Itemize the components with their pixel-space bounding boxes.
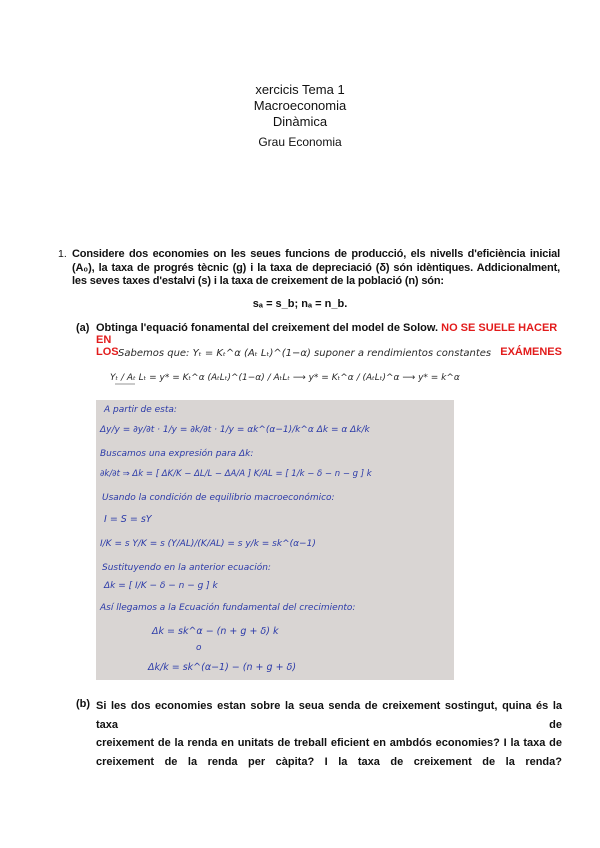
question-equation: sₐ = s_b; nₐ = n_b. [252,298,348,310]
photo-line-1: A partir de esta: [104,405,177,415]
part-b-label: (b) [76,698,91,710]
question-text: Considere dos economies on les seues funcions de producció, els nivells d'eficiència inicial (A₀), la taxa de progrés tècnic (g) i la taxa de depreciació (δ) són idèntiques. Addicionalment, les seves taxes d'estalvi (s) i la taxa de creixement de la població (n) són: [72,248,560,287]
part-a-question: Obtinga l'equació fonamental del creixement del model de Solow. [96,322,439,334]
handwritten-notes-photo [96,400,454,680]
photo-line-7: I/K = s Y/K = s (Y/AL)/(K/AL) = s y/k = sk^(α−1) [100,539,316,549]
photo-line-5: Usando la condición de equilibrio macroeconómico: [102,493,335,503]
part-a-note-right: EXÁMENES [500,346,562,358]
doc-title-line2: Macroeconomia [253,98,347,113]
part-a-note: NO SE SUELE HACER EN [96,322,558,346]
photo-handwriting [96,400,454,680]
photo-line-2: Δy/y = ∂y/∂t · 1/y = ∂k/∂t · 1/y = αk^(α−1)/k^α Δk = α Δk/k [100,425,370,435]
part-b-line1: Si les dos economies estan sobre la seua senda de creixement sostingut, quina és la taxa de [96,700,562,731]
photo-line-3: Buscamos una expresión para Δk: [100,449,254,459]
handwritten-line-1: Sabemos que: Yₜ = Kₜ^α (Aₜ Lₜ)^(1−α) suponer a rendimientos constantes [118,348,492,359]
doc-title-line1: xercicis Tema 1 [255,82,345,97]
part-a-label: (a) [76,322,90,334]
part-a-note-left: LOS [96,346,119,358]
question-number: 1. [58,248,67,260]
part-b-text [96,697,562,771]
part-b-line3: creixement de la renda per càpita? I la taxa de creixement de la renda? [96,755,562,768]
handwritten-line-2: Yₜ / Aₜ Lₜ = y* = Kₜ^α (AₜLₜ)^(1−α) / AₜLₜ ⟶ y* = Kₜ^α / (AₜLₜ)^α ⟶ y* = k^α [110,373,460,383]
handwritten-derivation-top [110,342,510,394]
photo-line-13: Δk/k = sk^(α−1) − (n + g + δ) [148,662,297,673]
photo-line-8: Sustituyendo en la anterior ecuación: [102,563,271,573]
photo-line-9: Δk = [ I/K − δ − n − g ] k [104,581,218,591]
photo-line-4: ∂k/∂t ⇒ Δk = [ ΔK/K − ΔL/L − ΔA/A ] K/AL = [ 1/k − δ − n − g ] k [100,469,372,479]
part-b-line2: creixement de la renda en unitats de treball eficient en ambdós economies? I la taxa de [96,737,562,749]
doc-title-line3: Dinàmica [272,114,328,129]
photo-line-12: o [196,643,202,653]
photo-line-10: Así llegamos a la Ecuación fundamental del crecimiento: [100,603,356,613]
photo-line-11: Δk = sk^α − (n + g + δ) k [152,626,279,637]
doc-subtitle: Grau Economia [258,135,342,149]
photo-line-6: I = S = sY [104,514,152,525]
